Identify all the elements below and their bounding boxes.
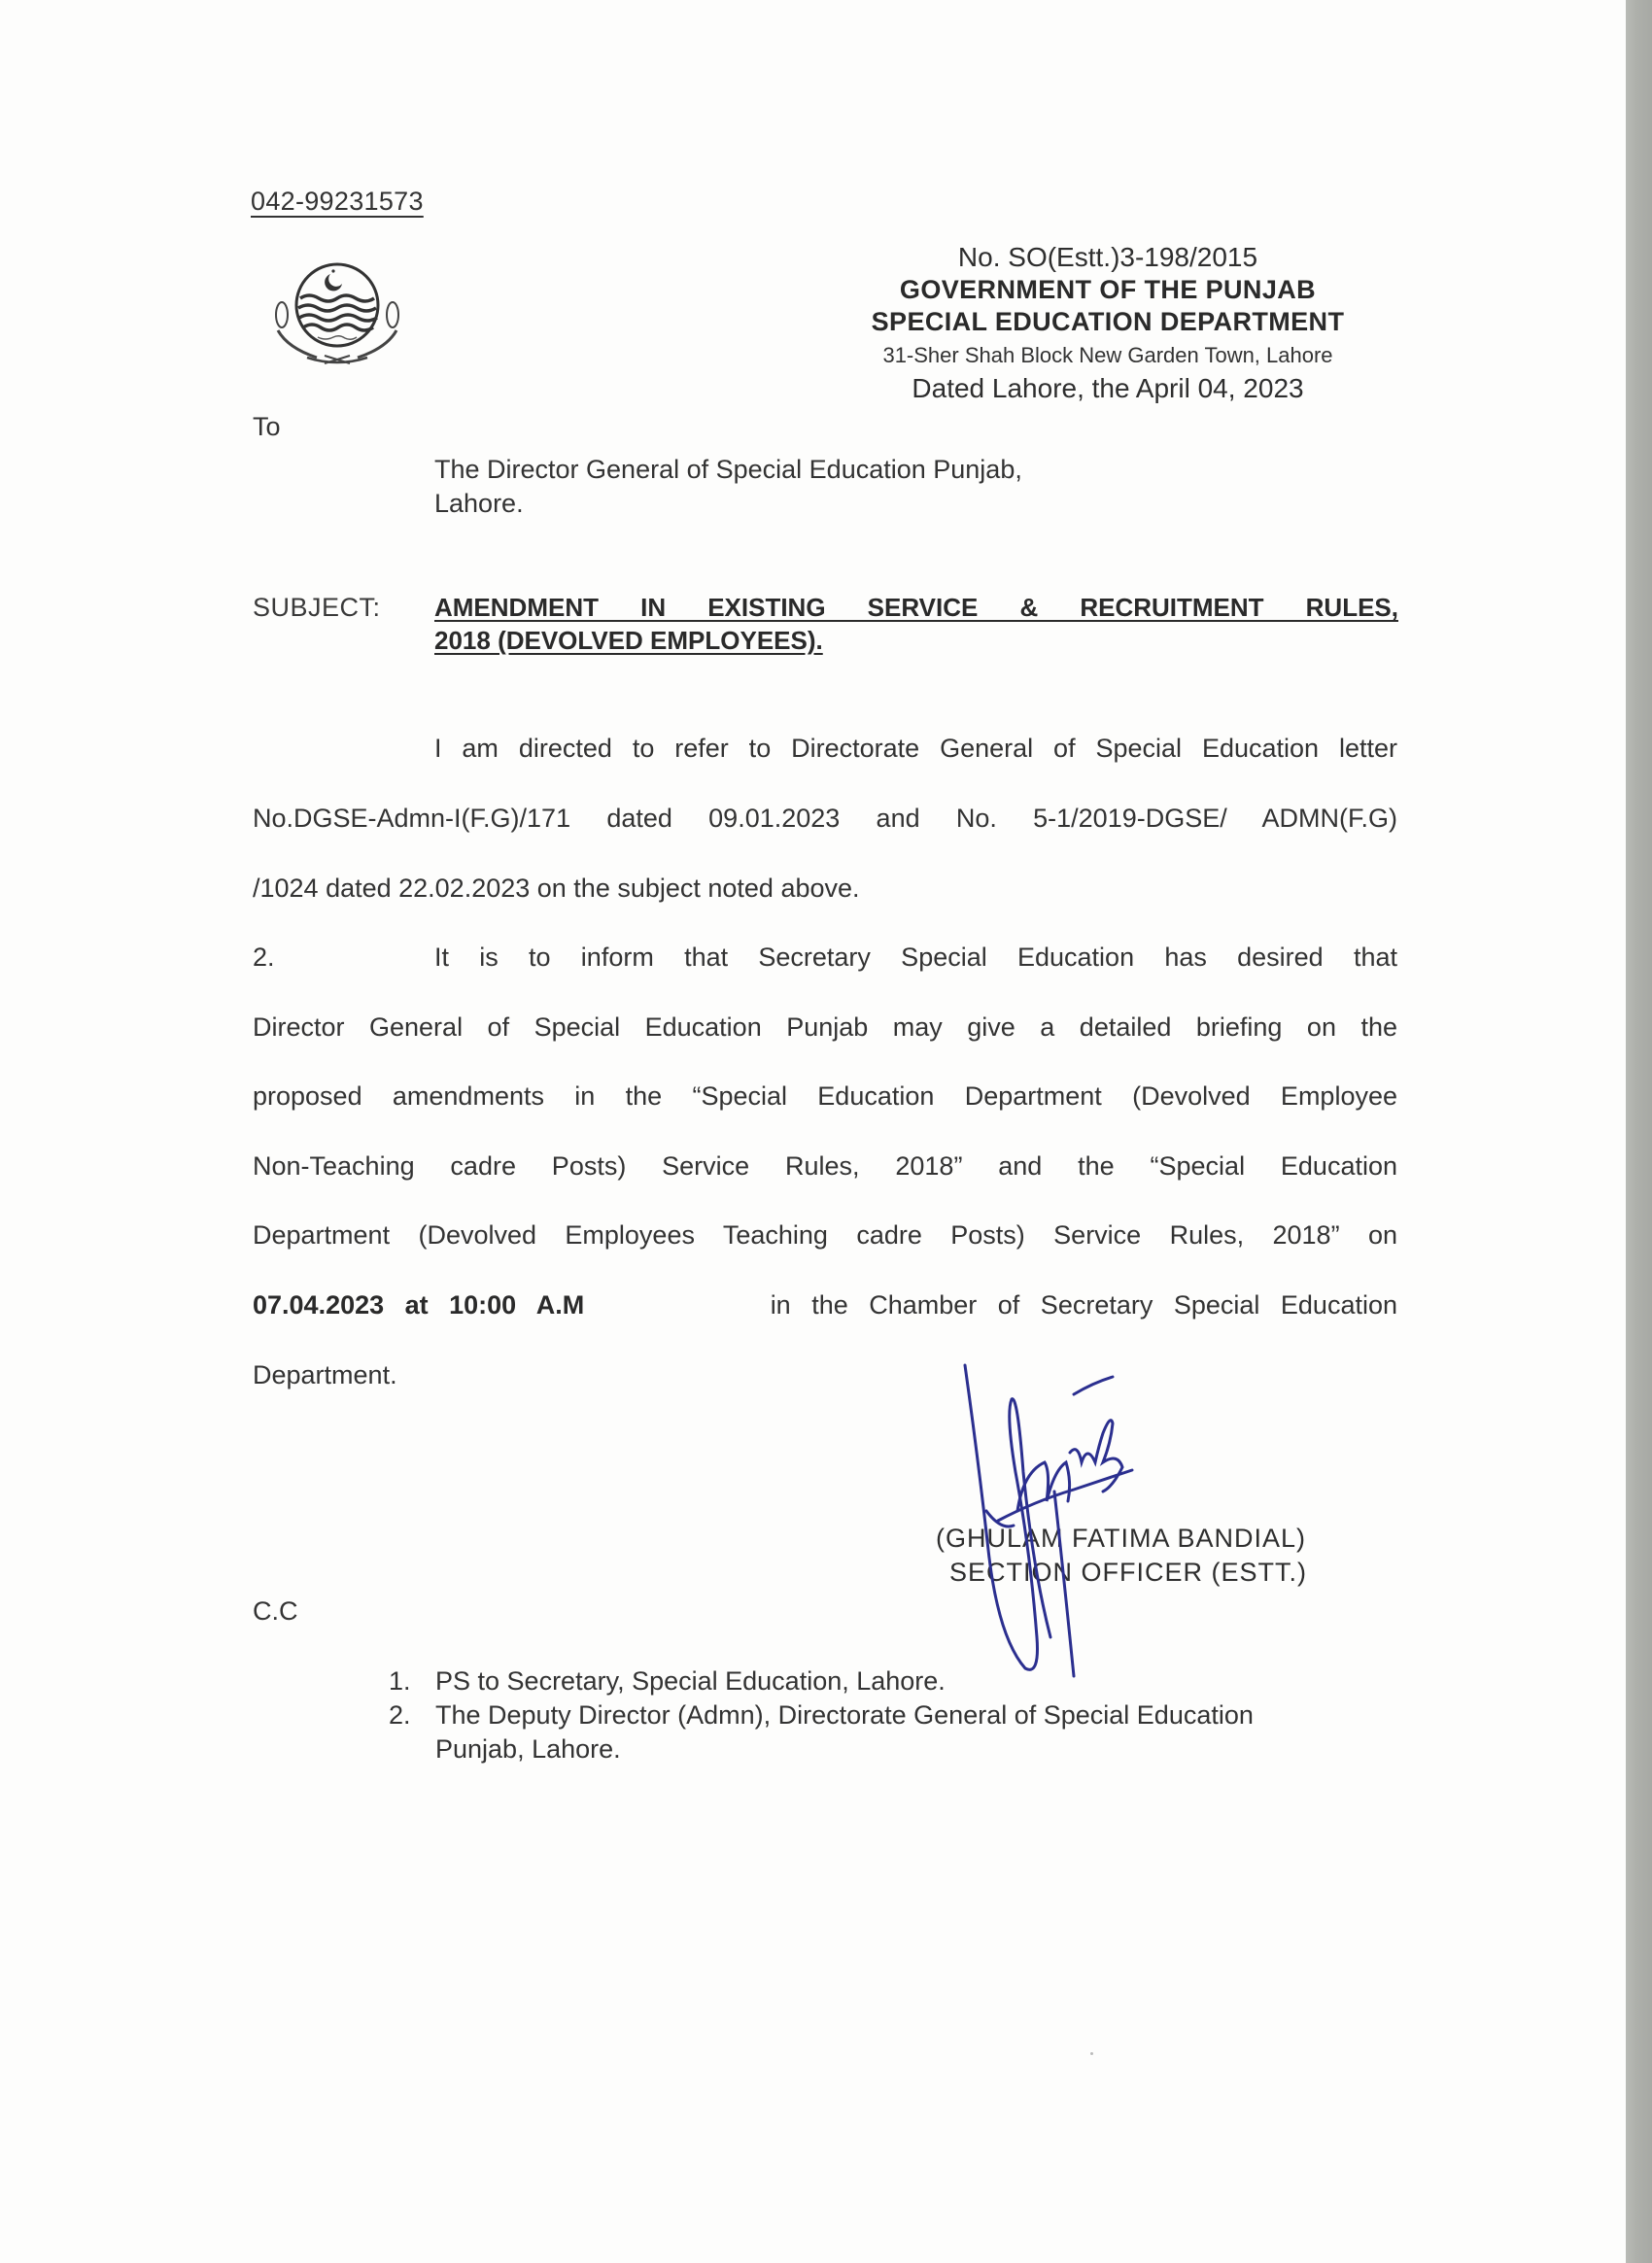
cc-item-number: 2. [389,1700,411,1730]
subject-text [434,591,1398,657]
body-line-meeting [253,1290,1397,1320]
phone-number: 042-99231573 [251,187,424,216]
to-label: To [253,412,281,441]
letterhead-block [748,241,1467,405]
body-line: I am directed to refer to Directorate General of Special Education letter [434,734,1397,763]
addressee-line-1: The Director General of Special Education Punjab, [434,455,1022,484]
subject-label: SUBJECT: [253,593,381,622]
body-line: Director General of Special Education Punjab may give a detailed briefing on the [253,1012,1397,1042]
scan-edge-strip [1626,0,1652,2263]
cc-item [389,1664,1254,1698]
government-title: GOVERNMENT OF THE PUNJAB [899,275,1317,304]
reference-number: No. SO(Estt.)3-198/2015 [957,242,1258,272]
scan-speck [1090,2052,1093,2055]
cc-list [389,1664,1254,1766]
body-line: proposed amendments in the “Special Education Department (Devolved Employee [253,1081,1397,1111]
cc-label: C.C [253,1596,298,1626]
addressee-block [434,453,1022,521]
department-title: SPECIAL EDUCATION DEPARTMENT [871,307,1345,336]
subject-line-1: AMENDMENT IN EXISTING SERVICE & RECRUITMENT RULES, [434,593,1398,622]
signatory-name: (GHULAM FATIMA BANDIAL) [936,1524,1307,1553]
body-line: Non-Teaching cadre Posts) Service Rules, 2018” and the “Special Education [253,1151,1397,1181]
body-line: No.DGSE-Admn-I(F.G)/171 dated 09.01.2023 and No. 5-1/2019-DGSE/ ADMN(F.G) [253,804,1397,833]
meeting-datetime: 07.04.2023 at 10:00 A.M [253,1290,585,1320]
body-line: Department (Devolved Employees Teaching cadre Posts) Service Rules, 2018” on [253,1220,1397,1250]
cc-item-continuation [389,1732,1254,1766]
signature-icon [957,1355,1171,1686]
paragraph-number: 2. [253,943,275,972]
body-line: Department. [253,1360,397,1389]
body-line: /1024 dated 22.02.2023 on the subject noted above. [253,874,860,903]
signatory-title: SECTION OFFICER (ESTT.) [949,1558,1308,1587]
cc-item [389,1698,1254,1732]
cc-item-text: PS to Secretary, Special Education, Lahore. [435,1666,946,1696]
subject-line-2: 2018 (DEVOLVED EMPLOYEES). [434,626,823,655]
department-address: 31-Sher Shah Block New Garden Town, Lahore [882,343,1333,367]
body-line-text: It is to inform that Secretary Special Education has desired that [434,943,1397,972]
meeting-location: in the Chamber of Secretary Special Education [770,1290,1397,1320]
cc-item-number: 1. [389,1666,411,1696]
punjab-emblem-icon [264,255,410,371]
addressee-line-2: Lahore. [434,489,524,518]
cc-item-text: The Deputy Director (Admn), Directorate General of Special Education [435,1700,1254,1730]
body-line [253,943,1397,973]
letter-date: Dated Lahore, the April 04, 2023 [912,373,1304,403]
cc-item-text: Punjab, Lahore. [435,1734,621,1764]
